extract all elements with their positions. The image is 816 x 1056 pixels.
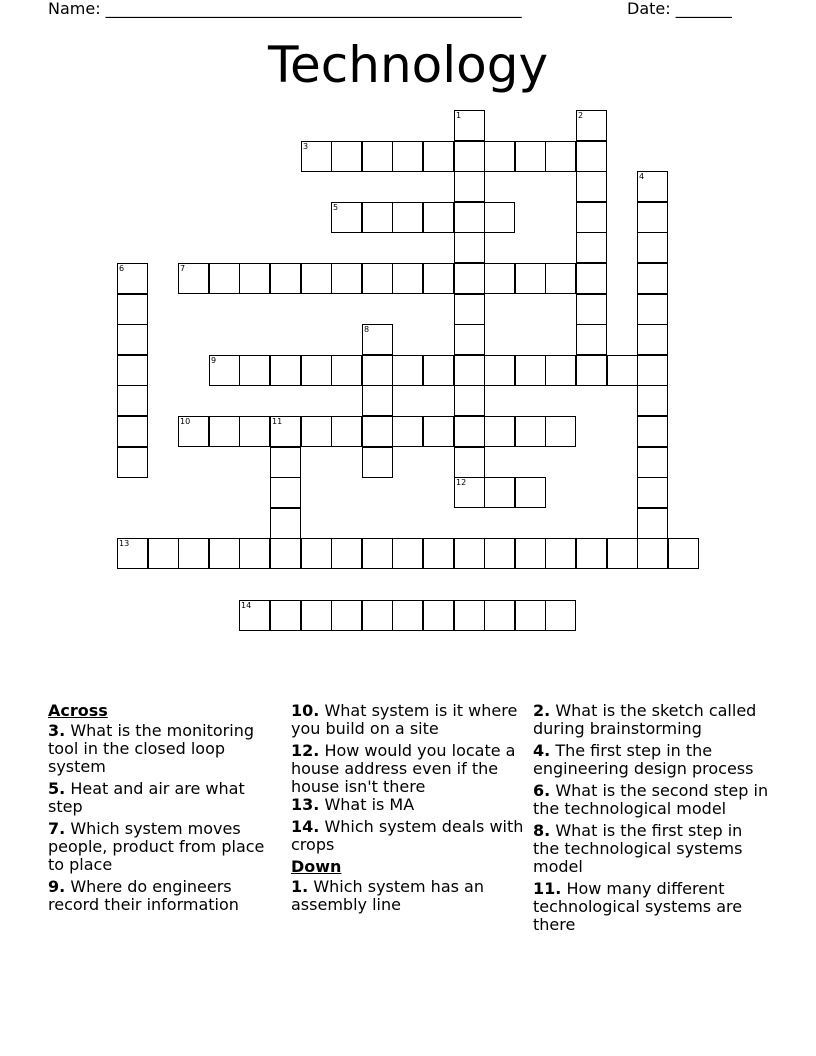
grid-cell[interactable] (637, 232, 668, 263)
clue-down-1: 1. Which system has an assembly line (291, 877, 484, 914)
grid-cell[interactable] (209, 355, 240, 386)
grid-cell[interactable] (607, 538, 638, 569)
grid-cell[interactable] (484, 416, 515, 447)
grid-cell[interactable] (454, 171, 485, 202)
down-heading: Down (291, 857, 342, 876)
grid-cell[interactable] (637, 263, 668, 294)
grid-cell[interactable] (515, 263, 546, 294)
grid-cell[interactable] (637, 416, 668, 447)
clue-column-2 (291, 702, 527, 918)
grid-cell[interactable] (576, 324, 607, 355)
grid-cell[interactable] (270, 508, 301, 539)
grid-cell[interactable] (301, 538, 332, 569)
grid-cell[interactable] (668, 538, 699, 569)
cell-number: 4 (639, 172, 645, 181)
grid-cell[interactable] (209, 416, 240, 447)
grid-cell[interactable] (362, 355, 393, 386)
grid-cell[interactable] (270, 600, 301, 631)
cell-number: 7 (180, 264, 186, 273)
grid-cell[interactable] (270, 477, 301, 508)
grid-cell[interactable] (239, 416, 270, 447)
grid-cell[interactable] (362, 141, 393, 172)
grid-cell[interactable] (178, 538, 209, 569)
grid-cell[interactable] (270, 416, 301, 447)
grid-cell[interactable] (484, 600, 515, 631)
grid-cell[interactable] (178, 263, 209, 294)
grid-cell[interactable] (209, 263, 240, 294)
grid-cell[interactable] (637, 385, 668, 416)
grid-cell[interactable] (423, 141, 454, 172)
grid-cell[interactable] (515, 538, 546, 569)
clue-column-1 (48, 702, 284, 918)
grid-cell[interactable] (362, 385, 393, 416)
grid-cell[interactable] (392, 600, 423, 631)
grid-cell[interactable] (362, 324, 393, 355)
grid-cell[interactable] (178, 416, 209, 447)
grid-cell[interactable] (484, 141, 515, 172)
cell-number: 2 (578, 111, 584, 120)
grid-cell[interactable] (362, 263, 393, 294)
grid-cell[interactable] (362, 202, 393, 233)
grid-cell[interactable] (637, 508, 668, 539)
grid-cell[interactable] (454, 600, 485, 631)
cell-number: 5 (333, 203, 339, 212)
grid-cell[interactable] (637, 324, 668, 355)
clue-down-4: 4. The first step in the engineering design process (533, 741, 754, 778)
grid-cell[interactable] (607, 355, 638, 386)
grid-cell[interactable] (392, 416, 423, 447)
cell-number: 3 (303, 142, 309, 151)
grid-cell[interactable] (423, 355, 454, 386)
grid-cell[interactable] (362, 447, 393, 478)
clue-across-14: 14. Which system deals with crops (291, 817, 524, 854)
grid-cell[interactable] (148, 538, 179, 569)
clue-down-8: 8. What is the first step in the technological systems model (533, 821, 743, 876)
grid-cell[interactable] (362, 600, 393, 631)
grid-cell[interactable] (454, 385, 485, 416)
grid-cell[interactable] (545, 263, 576, 294)
grid-cell[interactable] (515, 477, 546, 508)
cell-number: 8 (364, 325, 370, 334)
grid-cell[interactable] (239, 355, 270, 386)
cell-number: 11 (272, 417, 283, 426)
grid-cell[interactable] (301, 355, 332, 386)
grid-cell[interactable] (117, 294, 148, 325)
grid-cell[interactable] (545, 355, 576, 386)
grid-cell[interactable] (270, 538, 301, 569)
grid-cell[interactable] (362, 538, 393, 569)
cell-number: 13 (119, 539, 130, 548)
grid-cell[interactable] (423, 263, 454, 294)
grid-cell[interactable] (239, 263, 270, 294)
name-line: Name: ____________________________________________________ (48, 0, 522, 18)
grid-cell[interactable] (576, 294, 607, 325)
grid-cell[interactable] (454, 538, 485, 569)
cell-number: 9 (211, 356, 217, 365)
clue-across-3: 3. What is the monitoring tool in the closed loop system (48, 721, 254, 776)
grid-cell[interactable] (576, 110, 607, 141)
grid-cell[interactable] (392, 141, 423, 172)
grid-cell[interactable] (209, 538, 240, 569)
across-heading: Across (48, 701, 108, 720)
grid-cell[interactable] (454, 447, 485, 478)
grid-cell[interactable] (301, 416, 332, 447)
grid-cell[interactable] (301, 141, 332, 172)
cell-number: 6 (119, 264, 125, 273)
clue-across-5: 5. Heat and air are what step (48, 779, 245, 816)
grid-cell[interactable] (545, 600, 576, 631)
grid-cell[interactable] (392, 263, 423, 294)
grid-cell[interactable] (484, 538, 515, 569)
grid-cell[interactable] (484, 355, 515, 386)
grid-cell[interactable] (423, 416, 454, 447)
grid-cell[interactable] (576, 538, 607, 569)
grid-cell[interactable] (331, 600, 362, 631)
puzzle-title: Technology (267, 36, 549, 94)
grid-cell[interactable] (515, 355, 546, 386)
grid-cell[interactable] (454, 294, 485, 325)
clue-across-9: 9. Where do engineers record their information (48, 877, 239, 914)
grid-cell[interactable] (454, 324, 485, 355)
grid-cell[interactable] (423, 600, 454, 631)
grid-cell[interactable] (637, 171, 668, 202)
grid-cell[interactable] (117, 447, 148, 478)
clue-column-3 (533, 702, 773, 938)
grid-cell[interactable] (331, 538, 362, 569)
grid-cell[interactable] (454, 416, 485, 447)
clue-across-10: 10. What system is it where you build on a site (291, 701, 518, 738)
grid-cell[interactable] (331, 355, 362, 386)
grid-cell[interactable] (392, 202, 423, 233)
clue-down-11: 11. How many different technological systems are there (533, 879, 743, 934)
grid-cell[interactable] (576, 202, 607, 233)
grid-cell[interactable] (484, 202, 515, 233)
grid-cell[interactable] (270, 355, 301, 386)
cell-number: 1 (456, 111, 462, 120)
grid-cell[interactable] (423, 202, 454, 233)
grid-cell[interactable] (484, 263, 515, 294)
grid-cell[interactable] (454, 355, 485, 386)
clue-across-7: 7. Which system moves people, product from place to place (48, 819, 265, 874)
grid-cell[interactable] (545, 538, 576, 569)
grid-cell[interactable] (117, 355, 148, 386)
grid-cell[interactable] (576, 355, 607, 386)
grid-cell[interactable] (301, 263, 332, 294)
grid-cell[interactable] (117, 385, 148, 416)
grid-cell[interactable] (576, 141, 607, 172)
grid-cell[interactable] (637, 477, 668, 508)
grid-cell[interactable] (515, 600, 546, 631)
grid-cell[interactable] (331, 416, 362, 447)
grid-cell[interactable] (301, 600, 332, 631)
grid-cell[interactable] (117, 538, 148, 569)
grid-cell[interactable] (515, 416, 546, 447)
grid-cell[interactable] (331, 202, 362, 233)
clue-across-12: 12. How would you locate a house address even if the house isn't there (291, 741, 516, 796)
grid-cell[interactable] (392, 355, 423, 386)
grid-cell[interactable] (454, 141, 485, 172)
grid-cell[interactable] (270, 447, 301, 478)
grid-cell[interactable] (637, 538, 668, 569)
grid-cell[interactable] (454, 110, 485, 141)
clue-down-6: 6. What is the second step in the technological model (533, 781, 769, 818)
grid-cell[interactable] (576, 171, 607, 202)
grid-cell[interactable] (423, 538, 454, 569)
grid-cell[interactable] (545, 416, 576, 447)
grid-cell[interactable] (576, 263, 607, 294)
grid-cell[interactable] (331, 141, 362, 172)
grid-cell[interactable] (454, 202, 485, 233)
grid-cell[interactable] (331, 263, 362, 294)
clue-across-13: 13. What is MA (291, 795, 415, 814)
grid-cell[interactable] (545, 141, 576, 172)
grid-cell[interactable] (637, 355, 668, 386)
date-line: Date: _______ (627, 0, 732, 18)
grid-cell[interactable] (454, 263, 485, 294)
grid-cell[interactable] (454, 232, 485, 263)
cell-number: 14 (241, 601, 252, 610)
grid-cell[interactable] (117, 416, 148, 447)
grid-cell[interactable] (637, 447, 668, 478)
grid-cell[interactable] (392, 538, 423, 569)
cell-number: 12 (456, 478, 467, 487)
grid-cell[interactable] (637, 202, 668, 233)
grid-cell[interactable] (454, 477, 485, 508)
grid-cell[interactable] (637, 294, 668, 325)
grid-cell[interactable] (117, 263, 148, 294)
grid-cell[interactable] (117, 324, 148, 355)
grid-cell[interactable] (239, 600, 270, 631)
clue-down-2: 2. What is the sketch called during brainstorming (533, 701, 757, 738)
grid-cell[interactable] (576, 232, 607, 263)
cell-number: 10 (180, 417, 191, 426)
grid-cell[interactable] (239, 538, 270, 569)
grid-cell[interactable] (270, 263, 301, 294)
grid-cell[interactable] (484, 477, 515, 508)
grid-cell[interactable] (362, 416, 393, 447)
grid-cell[interactable] (515, 141, 546, 172)
